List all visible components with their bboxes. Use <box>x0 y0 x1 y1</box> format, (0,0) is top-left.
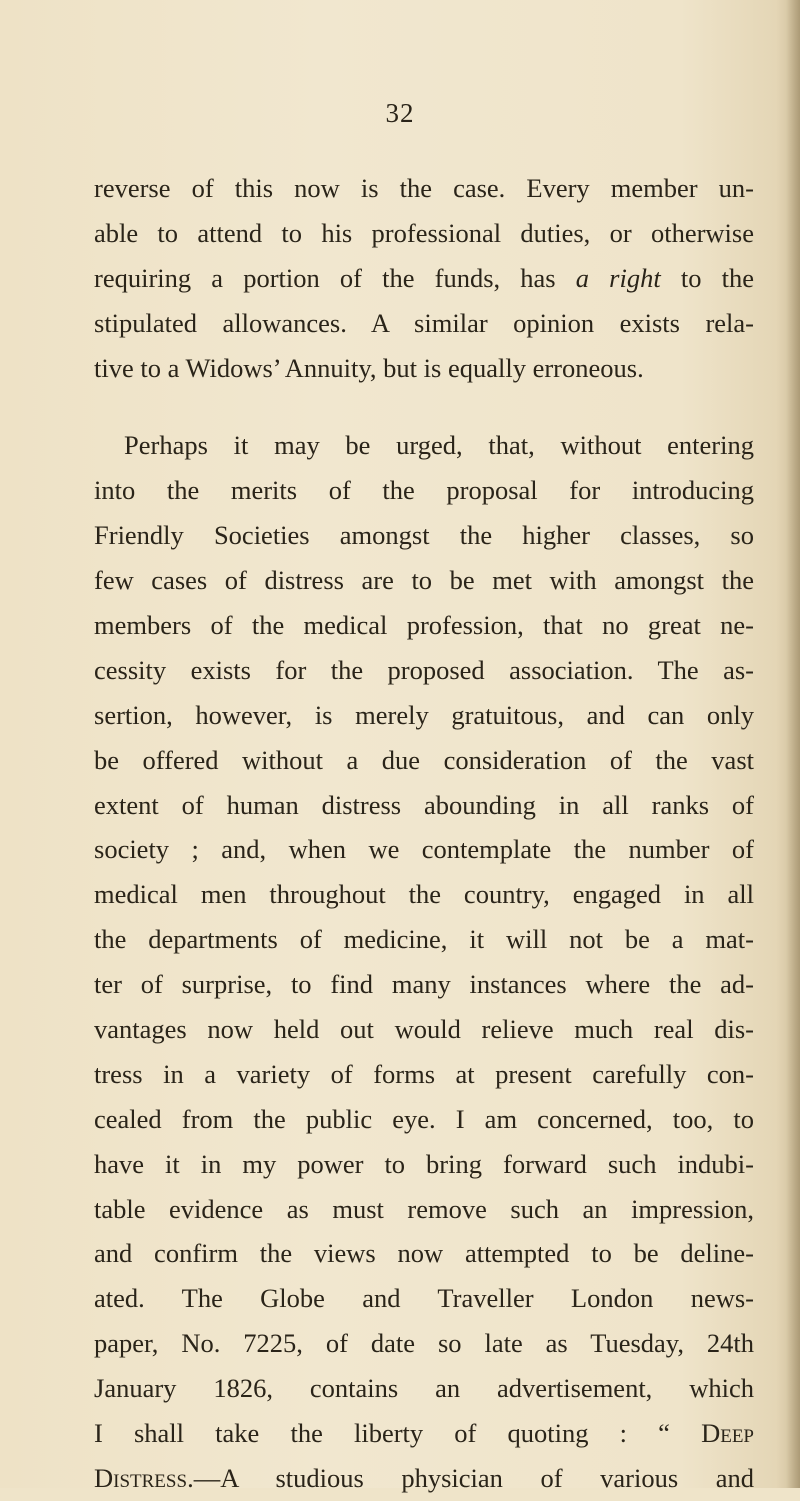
small-caps-text: Distress <box>94 1462 188 1493</box>
text-line: have it in my power to bring forward such indubi- <box>94 1148 754 1179</box>
text-line: tive to a Widows’ Annuity, but is equally erroneous. <box>94 352 644 383</box>
text-line: sertion, however, is merely gratuitous, and can only <box>94 699 754 730</box>
text-line: tress in a variety of forms at present carefully con- <box>94 1058 754 1089</box>
text-line: able to attend to his professional duties, or otherwise <box>94 217 754 248</box>
text-line: into the merits of the proposal for introducing <box>94 475 754 506</box>
page-edge-shadow <box>786 0 800 1488</box>
text-line: ated. The Globe and Traveller London news- <box>94 1283 754 1314</box>
text-line: be offered without a due consideration of the vast <box>94 744 754 775</box>
text-line: ter of surprise, to find many instances where the ad- <box>94 969 754 1000</box>
text-line: requiring a portion of the funds, has a right to the <box>94 262 754 293</box>
page-number: 32 <box>385 98 415 128</box>
text-line: table evidence as must remove such an impression, <box>94 1193 754 1224</box>
text-line: paper, No. 7225, of date so late as Tuesday, 24th <box>94 1328 754 1359</box>
text-line: Distress.—A studious physician of various and <box>94 1462 754 1493</box>
text-line: stipulated allowances. A similar opinion exists rela- <box>94 307 754 338</box>
text-line: few cases of distress are to be met with amongst the <box>94 565 754 596</box>
text-line: Friendly Societies amongst the higher classes, so <box>94 520 754 551</box>
text-line: vantages now held out would relieve much real dis- <box>94 1014 754 1045</box>
italic-emphasis: a right <box>575 262 661 293</box>
text-line: January 1826, contains an advertisement, which <box>94 1373 754 1404</box>
text-line: medical men throughout the country, engaged in all <box>94 879 754 910</box>
text-line: members of the medical profession, that no great ne- <box>94 610 754 641</box>
paragraph-gap <box>94 390 754 423</box>
text-line: cealed from the public eye. I am concerned, too, to <box>94 1103 754 1134</box>
text-line: society ; and, when we contemplate the number of <box>94 834 754 865</box>
text-line: reverse of this now is the case. Every member un- <box>94 173 754 203</box>
text-line: extent of human distress abounding in all ranks of <box>94 789 754 820</box>
text-line: cessity exists for the proposed association. The as- <box>94 654 754 685</box>
body-text <box>94 166 754 1501</box>
small-caps-text: Deep <box>701 1418 754 1449</box>
text-line: and confirm the views now attempted to be deline- <box>94 1238 754 1269</box>
text-line: Perhaps it may be urged, that, without entering <box>124 430 754 461</box>
text-line: I shall take the liberty of quoting : “ Deep <box>94 1418 754 1449</box>
text-line: the departments of medicine, it will not be a mat- <box>94 924 754 955</box>
